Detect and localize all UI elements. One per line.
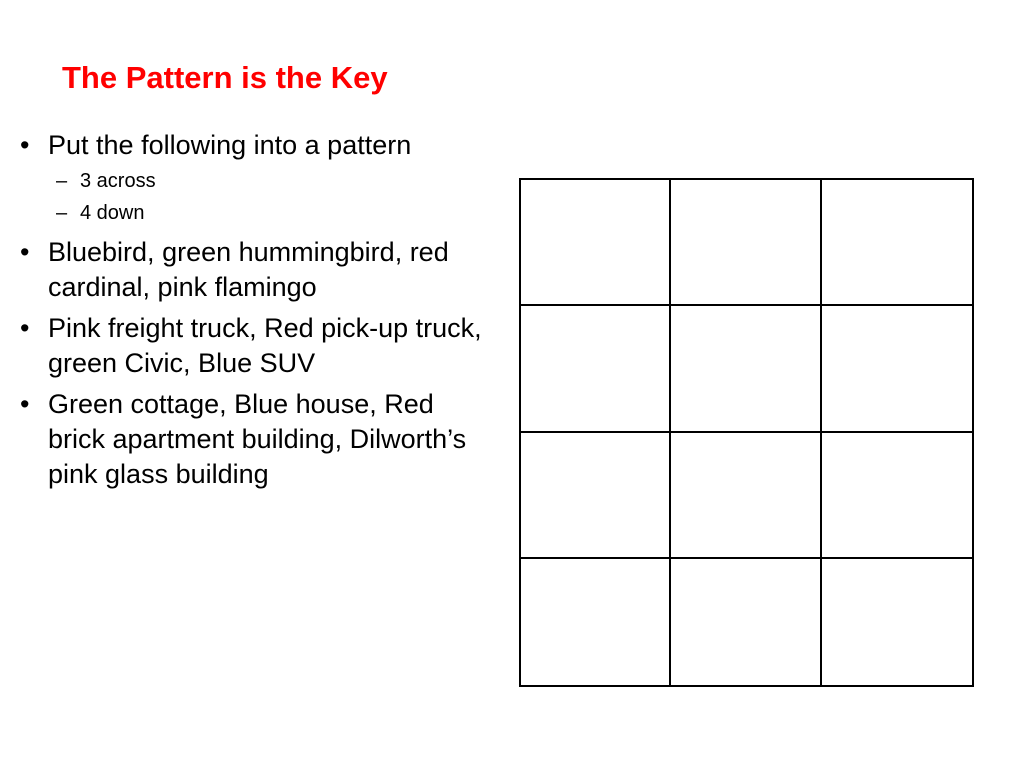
sub-item-text: 3 across [80, 170, 156, 192]
bullet-item-birds [18, 235, 488, 305]
grid-cell-r1-c3 [822, 180, 972, 306]
grid-cell-r3-c2 [671, 433, 821, 559]
bullet-text: Bluebird, green hummingbird, red cardinal, pink flamingo [48, 237, 449, 302]
sub-item-across [48, 165, 488, 197]
bullet-text: Green cottage, Blue house, Red brick apartment building, Dilworth’s pink glass building [48, 389, 467, 489]
bullet-marker: • [20, 313, 30, 343]
sub-item-text: 4 down [80, 202, 145, 224]
bullet-list [18, 128, 488, 498]
sub-item-down [48, 197, 488, 229]
slide-title: The Pattern is the Key [62, 60, 388, 95]
pattern-grid [519, 178, 974, 687]
grid-cell-r3-c1 [521, 433, 671, 559]
bullet-marker: • [20, 237, 30, 267]
bullet-text: Put the following into a pattern [48, 130, 412, 160]
bullet-text: Pink freight truck, Red pick-up truck, green Civic, Blue SUV [48, 313, 482, 378]
bullet-item-vehicles [18, 311, 488, 381]
sub-list [48, 165, 488, 229]
grid-cell-r4-c1 [521, 559, 671, 685]
grid-cell-r3-c3 [822, 433, 972, 559]
grid-cell-r1-c2 [671, 180, 821, 306]
bullet-marker: • [20, 389, 30, 419]
sub-marker: – [56, 170, 68, 192]
grid-cell-r2-c1 [521, 306, 671, 432]
grid-cell-r4-c2 [671, 559, 821, 685]
grid-cell-r2-c3 [822, 306, 972, 432]
bullet-item-instructions [18, 128, 488, 229]
sub-marker: – [56, 202, 68, 224]
grid-cell-r1-c1 [521, 180, 671, 306]
grid-cell-r4-c3 [822, 559, 972, 685]
bullet-marker: • [20, 130, 30, 160]
bullet-item-buildings [18, 387, 488, 492]
grid-cell-r2-c2 [671, 306, 821, 432]
